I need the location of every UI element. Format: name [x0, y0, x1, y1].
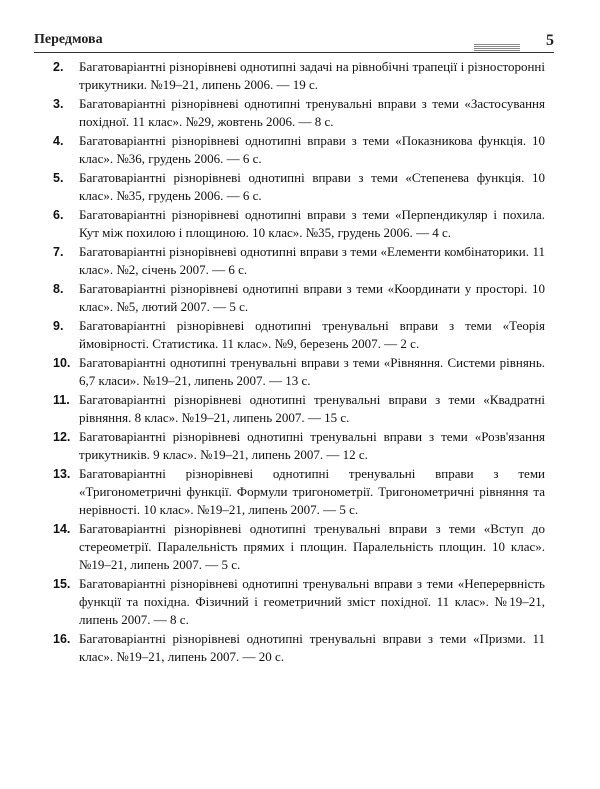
- list-item: [53, 391, 545, 427]
- item-number: 3.: [53, 97, 64, 111]
- item-number: 2.: [53, 60, 64, 74]
- item-number: 12.: [53, 430, 71, 444]
- item-text: Багатоваріантні різнорівневі однотипні тренувальні вправи з теми «Неперервність функції та похідна. Фізичний і геометричний зміст похідної. 11 клас». №19–21, липень 2007. — 8 с.: [79, 576, 545, 627]
- item-text: Багатоваріантні різнорівневі однотипні вправи з теми «Перпендикуляр і похила. Кут між похилою і площиною. 10 клас». №35, грудень 2006. — 4 с.: [79, 207, 545, 240]
- item-text: Багатоваріантні різнорівневі однотипні вправи з теми «Елементи комбінаторики. 11 клас». №2, січень 2007. — 6 с.: [79, 244, 545, 277]
- list-item: [53, 428, 545, 464]
- item-number: 13.: [53, 467, 71, 481]
- item-text: Багатоваріантні різнорівневі однотипні тренувальні вправи з теми «Призми. 11 клас». №19–21, липень 2007. — 20 с.: [79, 631, 545, 664]
- publication-list: [53, 58, 545, 667]
- item-text: Багатоваріантні різнорівневі однотипні вправи з теми «Степенева функція. 10 клас». №35, грудень 2006. — 6 с.: [79, 170, 545, 203]
- item-text: Багатоваріантні різнорівневі однотипні вправи з теми «Показникова функція. 10 клас». №36, грудень 2006. — 6 с.: [79, 133, 545, 166]
- list-item: [53, 575, 545, 629]
- list-item: [53, 317, 545, 353]
- item-text: Багатоваріантні різнорівневі однотипні задачі на рівнобічні трапеції і різносторонні трикутники. №19–21, липень 2006. — 19 с.: [79, 59, 545, 92]
- page-number: 5: [546, 32, 554, 49]
- item-text: Багатоваріантні різнорівневі однотипні тренувальні вправи з теми «Розв'язання трикутників. 9 клас». №19–21, липень 2007. — 12 с.: [79, 429, 545, 462]
- list-item: [53, 243, 545, 279]
- item-number: 4.: [53, 134, 64, 148]
- item-text: Багатоваріантні однотипні тренувальні вправи з теми «Рівняння. Системи рівнянь. 6,7 класи». №19–21, липень 2007. — 13 с.: [79, 355, 545, 388]
- list-item: [53, 354, 545, 390]
- section-title: Передмова: [34, 32, 103, 47]
- running-header: [34, 32, 554, 53]
- item-text: Багатоваріантні різнорівневі однотипні вправи з теми «Координати у просторі. 10 клас». №5, лютий 2007. — 5 с.: [79, 281, 545, 314]
- item-number: 15.: [53, 577, 71, 591]
- item-number: 10.: [53, 356, 71, 370]
- list-item: [53, 206, 545, 242]
- item-text: Багатоваріантні різнорівневі однотипні тренувальні вправи з теми «Квадратні рівняння. 8 клас». №19–21, липень 2007. — 15 с.: [79, 392, 545, 425]
- item-text: Багатоваріантні різнорівневі однотипні тренувальні вправи з теми «Вступ до стереометрії. Паралельність прямих і площин. Паралельність площин. 10 клас». №19–21, липень 2007. — 5 с.: [79, 521, 545, 572]
- list-item: [53, 630, 545, 666]
- item-number: 6.: [53, 208, 64, 222]
- item-number: 9.: [53, 319, 64, 333]
- item-text: Багатоваріантні різнорівневі однотипні тренувальні вправи з теми «Застосування похідної. 11 клас». №29, жовтень 2006. — 8 с.: [79, 96, 545, 129]
- item-number: 7.: [53, 245, 64, 259]
- list-item: [53, 132, 545, 168]
- list-item: [53, 58, 545, 94]
- list-item: [53, 169, 545, 205]
- list-item: [53, 280, 545, 316]
- item-number: 5.: [53, 171, 64, 185]
- item-number: 14.: [53, 522, 71, 536]
- item-number: 8.: [53, 282, 64, 296]
- item-text: Багатоваріантні різнорівневі однотипні тренувальні вправи з теми «Тригонометричні функції. Формули тригонометрії. Тригонометричні рівняння та нерівності. 10 клас». №19–21, липень 2007. — 5 с.: [79, 466, 545, 517]
- list-item: [53, 95, 545, 131]
- header-decoration: [474, 44, 520, 51]
- list-item: [53, 520, 545, 574]
- item-text: Багатоваріантні різнорівневі однотипні тренувальні вправи з теми «Теорія ймовірності. Статистика. 11 клас». №9, березень 2007. — 2 с.: [79, 318, 545, 351]
- item-number: 16.: [53, 632, 71, 646]
- item-number: 11.: [53, 393, 70, 407]
- list-item: [53, 465, 545, 519]
